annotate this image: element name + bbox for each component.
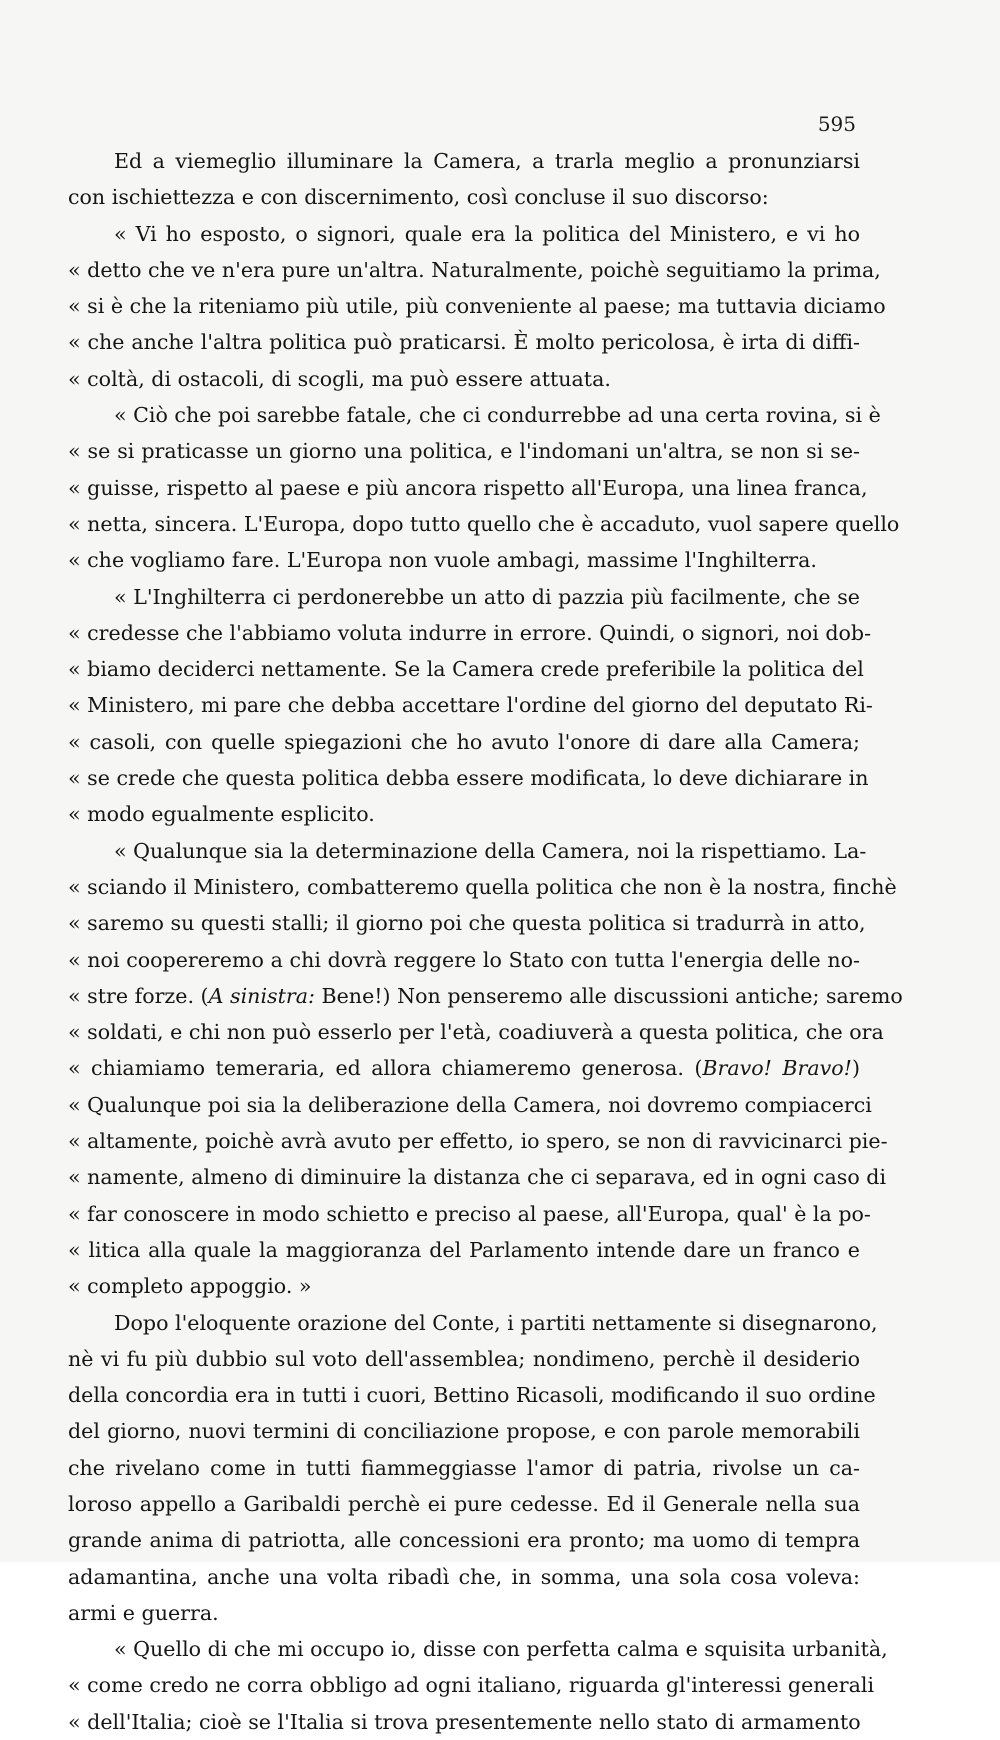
text-line: « netta, sincera. L'Europa, dopo tutto quello che è accaduto, vuol sapere quello: [68, 511, 900, 536]
text-line: con ischiettezza e con discernimento, così concluse il suo discorso:: [68, 185, 769, 210]
text-run: « chiamiamo temeraria, ed allora chiameremo generosa. (: [68, 1056, 703, 1081]
text-line: « L'Inghilterra ci perdonerebbe un atto di pazzia più facilmente, che se: [114, 584, 860, 609]
text-line: « se si praticasse un giorno una politica, e l'indomani un'altra, se non si se-: [68, 439, 860, 464]
text-line: « Vi ho esposto, o signori, quale era la politica del Ministero, e vi ho: [114, 221, 860, 246]
text-line: « biamo deciderci nettamente. Se la Camera crede preferibile la politica del: [68, 657, 864, 682]
text-line: « completo appoggio. »: [68, 1274, 312, 1299]
text-line: « credesse che l'abbiamo voluta indurre in errore. Quindi, o signori, noi dob-: [68, 620, 872, 645]
italic-remark: A sinistra:: [208, 983, 315, 1008]
text-line: « come credo ne corra obbligo ad ogni italiano, riguarda gl'interessi generali: [68, 1673, 875, 1698]
text-line: del giorno, nuovi termini di conciliazione propose, e con parole memorabili: [68, 1419, 860, 1444]
text-run: Bene!) Non penseremo alle discussioni antiche; saremo: [314, 983, 903, 1008]
text-line: « far conoscere in modo schietto e preciso al paese, all'Europa, qual' è la po-: [68, 1201, 871, 1226]
text-line: [68, 978, 903, 1014]
body-text: [68, 143, 903, 1740]
text-line: « soldati, e chi non può esserlo per l'età, coadiuverà a questa politica, che ora: [68, 1020, 884, 1045]
text-line: nè vi fu più dubbio sul voto dell'assemblea; nondimeno, perchè il desiderio: [68, 1346, 860, 1371]
text-line: armi e guerra.: [68, 1600, 219, 1625]
text-line: della concordia era in tutti i cuori, Bettino Ricasoli, modificando il suo ordine: [68, 1383, 876, 1408]
text-line: « se crede che questa politica debba essere modificata, lo deve dichiarare in: [68, 766, 869, 791]
text-line: « coltà, di ostacoli, di scogli, ma può essere attuata.: [68, 366, 611, 391]
text-line: « detto che ve n'era pure un'altra. Naturalmente, poichè seguitiamo la prima,: [68, 257, 881, 282]
text-line: « altamente, poichè avrà avuto per effetto, io spero, se non di ravvicinarci pie-: [68, 1129, 888, 1154]
text-line: « casoli, con quelle spiegazioni che ho avuto l'onore di dare alla Camera;: [68, 729, 860, 754]
text-line: « dell'Italia; cioè se l'Italia si trova presentemente nello stato di armamento: [68, 1709, 861, 1734]
text-line: Dopo l'eloquente orazione del Conte, i partiti nettamente si disegnarono,: [114, 1310, 878, 1335]
text-line: « litica alla quale la maggioranza del Parlamento intende dare un franco e: [68, 1237, 860, 1262]
text-line: « si è che la riteniamo più utile, più conveniente al paese; ma tuttavia diciamo: [68, 294, 886, 319]
italic-remark: Bravo! Bravo!: [702, 1056, 852, 1081]
text-run: ): [851, 1056, 860, 1081]
text-line: loroso appello a Garibaldi perchè ei pure cedesse. Ed il Generale nella sua: [68, 1491, 860, 1516]
text-line: « Ciò che poi sarebbe fatale, che ci condurrebbe ad una certa rovina, si è: [114, 403, 881, 428]
text-line: « namente, almeno di diminuire la distanza che ci separava, ed in ogni caso di: [68, 1165, 887, 1190]
text-line: « che vogliamo fare. L'Europa non vuole ambagi, massime l'Inghilterra.: [68, 548, 817, 573]
text-line: grande anima di patriotta, alle concessioni era pronto; ma uomo di tempra: [68, 1528, 860, 1553]
text-line: « Quello di che mi occupo io, disse con perfetta calma e squisita urbanità,: [114, 1637, 888, 1662]
text-line: adamantina, anche una volta ribadì che, in somma, una sola cosa voleva:: [68, 1564, 860, 1589]
text-line: Ed a viemeglio illuminare la Camera, a trarla meglio a pronunziarsi: [114, 149, 860, 173]
text-line: « noi coopereremo a chi dovrà reggere lo Stato con tutta l'energia delle no-: [68, 947, 860, 972]
text-line: che rivelano come in tutti fiammeggiasse l'amor di patria, rivolse un ca-: [68, 1455, 860, 1480]
text-run: « stre forze. (: [68, 983, 209, 1008]
text-line: « che anche l'altra politica può praticarsi. È molto pericolosa, è irta di diffi-: [68, 330, 860, 355]
text-line: « guisse, rispetto al paese e più ancora rispetto all'Europa, una linea franca,: [68, 475, 868, 500]
text-line: « sciando il Ministero, combatteremo quella politica che non è la nostra, finchè: [68, 874, 897, 899]
text-line: « Ministero, mi pare che debba accettare l'ordine del giorno del deputato Ri-: [68, 693, 873, 718]
page-number: 595: [817, 112, 856, 136]
text-line: « Qualunque poi sia la deliberazione della Camera, noi dovremo compiacerci: [68, 1092, 872, 1117]
text-line: « Qualunque sia la determinazione della Camera, noi la rispettiamo. La-: [114, 838, 867, 863]
text-line: « saremo su questi stalli; il giorno poi che questa politica si tradurrà in atto,: [68, 911, 866, 936]
text-line: « modo egualmente esplicito.: [68, 802, 375, 827]
text-line: [68, 1050, 860, 1086]
